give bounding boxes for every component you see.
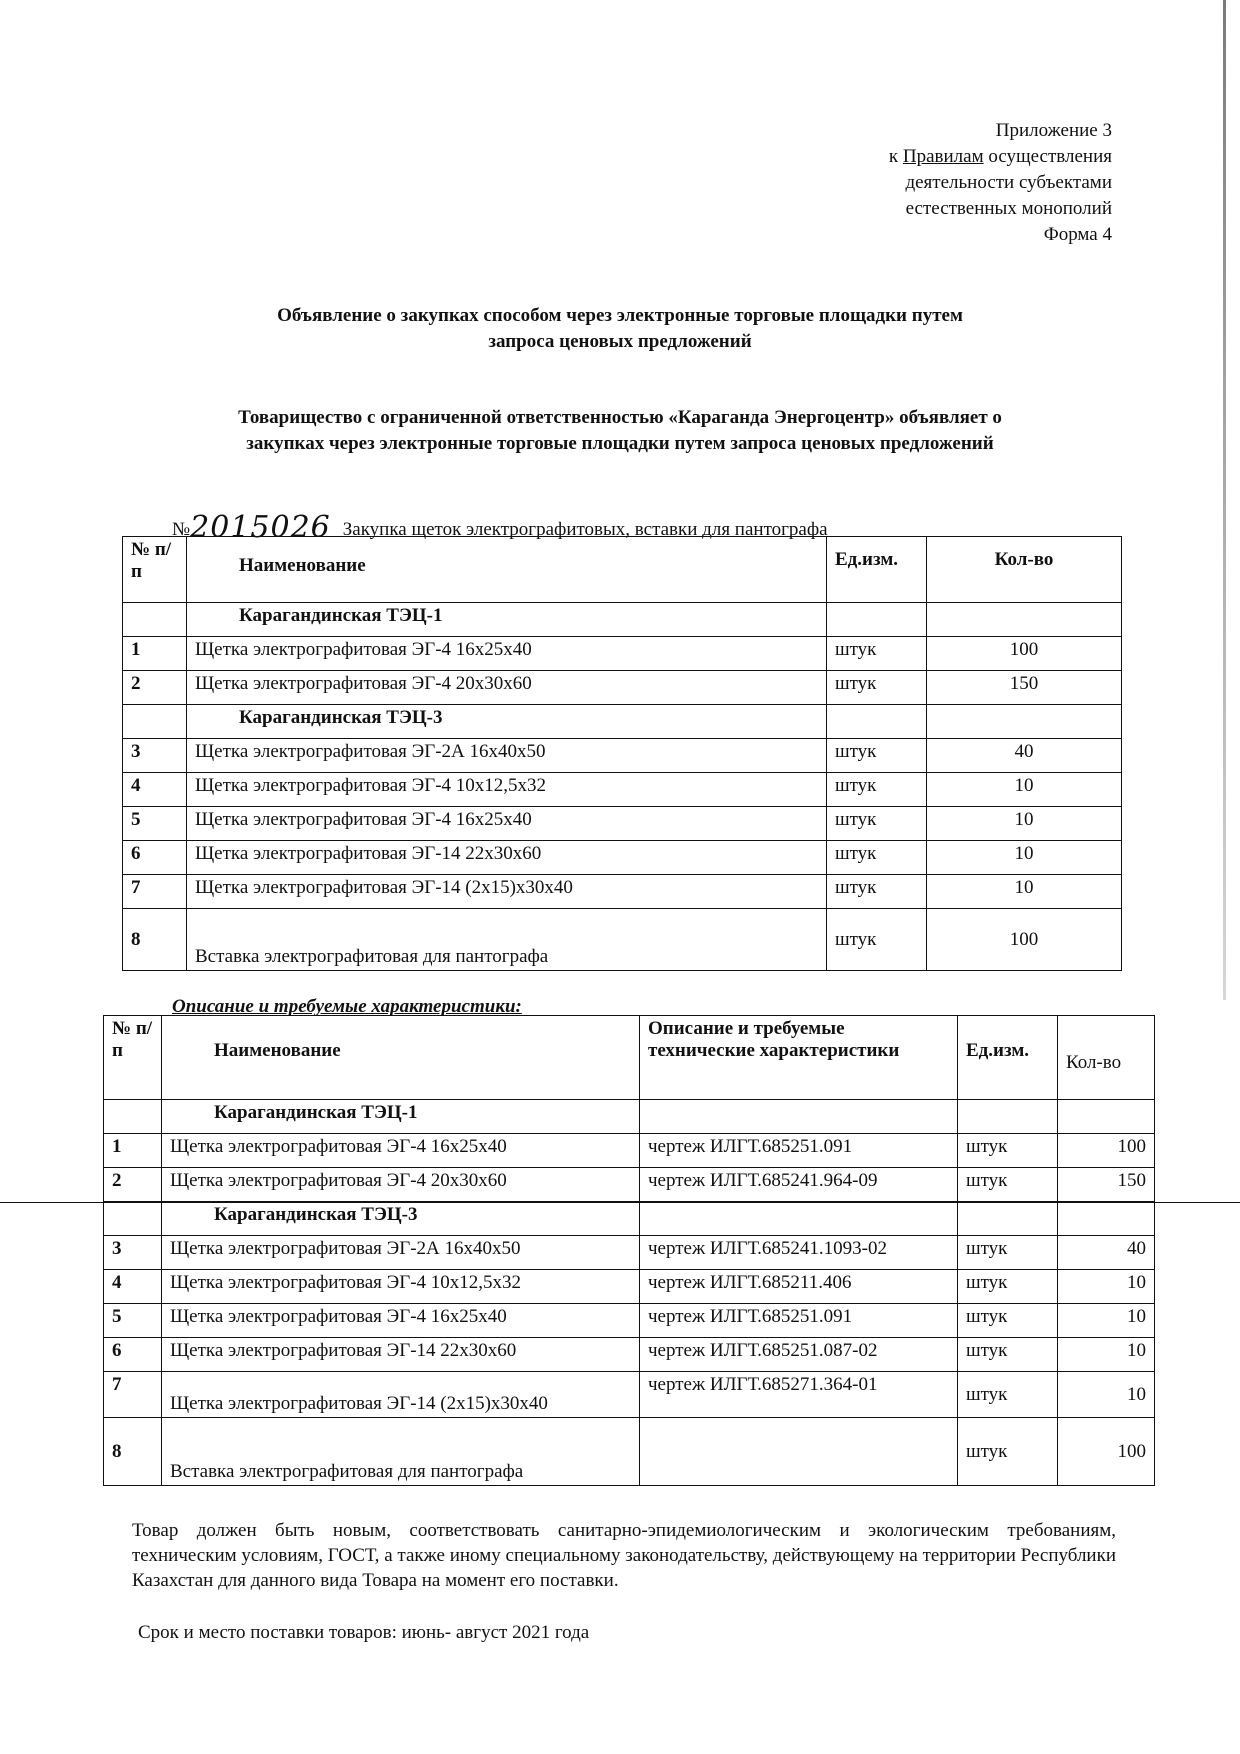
lot-prefix: № — [172, 519, 191, 540]
spec-row-no: 8 — [104, 1418, 162, 1486]
row-unit: штук — [827, 841, 927, 875]
spec-row-name: Щетка электрографитовая ЭГ-14 22х30х60 — [162, 1338, 640, 1372]
form-number: Форма 4 — [1043, 224, 1112, 245]
row-no: 4 — [123, 773, 187, 807]
group-unit-cell — [827, 603, 927, 637]
row-name: Щетка электрографитовая ЭГ-2А 16х40х50 — [187, 739, 827, 773]
spec-group-unit-cell — [958, 1100, 1058, 1134]
group-title: Карагандинская ТЭЦ-3 — [187, 705, 827, 739]
company-announcement — [0, 405, 1240, 457]
spec-group-desc-cell — [640, 1202, 958, 1236]
group-unit-cell — [827, 705, 927, 739]
group-row — [123, 705, 1122, 739]
table-row — [123, 637, 1122, 671]
announcement-title-line-2: запроса ценовых предложений — [488, 331, 752, 352]
spec-row-qty: 100 — [1058, 1418, 1155, 1486]
row-unit: штук — [827, 875, 927, 909]
appendix-suffix: осуществления — [983, 146, 1112, 167]
spec-row-qty: 40 — [1058, 1236, 1155, 1270]
spec-row-no: 2 — [104, 1168, 162, 1202]
row-qty: 40 — [927, 739, 1122, 773]
spec-row-name: Щетка электрографитовая ЭГ-4 20х30х60 — [162, 1168, 640, 1202]
row-qty: 10 — [927, 773, 1122, 807]
spec-group-qty-cell — [1058, 1100, 1155, 1134]
spec-header-name: Наименование — [162, 1016, 640, 1100]
spec-group-desc-cell — [640, 1100, 958, 1134]
spec-table-row — [104, 1236, 1155, 1270]
purchase-table — [122, 536, 1122, 971]
row-no: 5 — [123, 807, 187, 841]
spec-row-unit: штук — [958, 1270, 1058, 1304]
spec-header-no: № п/п — [104, 1016, 162, 1100]
spec-row-qty: 10 — [1058, 1338, 1155, 1372]
spec-row-desc: чертеж ИЛГТ.685211.406 — [640, 1270, 958, 1304]
spec-row-no: 6 — [104, 1338, 162, 1372]
table-row — [123, 875, 1122, 909]
scan-line — [0, 1202, 1240, 1203]
spec-row-no: 4 — [104, 1270, 162, 1304]
spec-group-no-cell — [104, 1202, 162, 1236]
spec-row-desc: чертеж ИЛГТ.685271.364-01 — [640, 1372, 958, 1418]
row-name: Вставка электрографитовая для пантографа — [187, 909, 827, 971]
scan-edge — [1223, 0, 1226, 1000]
rules-link: Правилам — [902, 146, 984, 167]
spec-row-unit: штук — [958, 1372, 1058, 1418]
spec-group-unit-cell — [958, 1202, 1058, 1236]
spec-row-name: Щетка электрографитовая ЭГ-4 16х25х40 — [162, 1304, 640, 1338]
row-unit: штук — [827, 671, 927, 705]
row-unit: штук — [827, 739, 927, 773]
spec-header-desc: Описание и требуемые технические характеристики — [640, 1016, 958, 1100]
spec-table — [103, 1015, 1155, 1486]
row-unit: штук — [827, 909, 927, 971]
spec-table-row — [104, 1418, 1155, 1486]
spec-group-row — [104, 1202, 1155, 1236]
row-name: Щетка электрографитовая ЭГ-14 (2х15)х30х40 — [187, 875, 827, 909]
spec-row-desc: чертеж ИЛГТ.685241.964-09 — [640, 1168, 958, 1202]
spec-row-name: Щетка электрографитовая ЭГ-4 16х25х40 — [162, 1134, 640, 1168]
header-no: № п/п — [123, 537, 187, 603]
announcement-title-line-1: Объявление о закупках способом через электронные торговые площадки путем — [277, 305, 963, 326]
spec-row-name: Щетка электрографитовая ЭГ-14 (2х15)х30х40 — [162, 1372, 640, 1418]
group-qty-cell — [927, 603, 1122, 637]
spec-row-desc: чертеж ИЛГТ.685251.091 — [640, 1134, 958, 1168]
spec-row-qty: 10 — [1058, 1372, 1155, 1418]
row-no: 7 — [123, 875, 187, 909]
appendix-line-2 — [889, 144, 1112, 170]
spec-row-unit: штук — [958, 1236, 1058, 1270]
group-qty-cell — [927, 705, 1122, 739]
row-unit: штук — [827, 807, 927, 841]
spec-row-name: Щетка электрографитовая ЭГ-4 10х12,5х32 — [162, 1270, 640, 1304]
spec-table-row — [104, 1304, 1155, 1338]
spec-row-unit: штук — [958, 1134, 1058, 1168]
header-qty: Кол-во — [927, 537, 1122, 603]
row-no: 1 — [123, 637, 187, 671]
spec-row-unit: штук — [958, 1338, 1058, 1372]
row-unit: штук — [827, 773, 927, 807]
spec-row-no: 1 — [104, 1134, 162, 1168]
group-title: Карагандинская ТЭЦ-1 — [187, 603, 827, 637]
spec-row-name: Щетка электрографитовая ЭГ-2А 16х40х50 — [162, 1236, 640, 1270]
table-row — [123, 773, 1122, 807]
spec-table-row — [104, 1134, 1155, 1168]
row-qty: 10 — [927, 841, 1122, 875]
table-row — [123, 909, 1122, 971]
spec-row-qty: 150 — [1058, 1168, 1155, 1202]
spec-row-desc: чертеж ИЛГТ.685251.091 — [640, 1304, 958, 1338]
row-no: 6 — [123, 841, 187, 875]
group-row — [123, 603, 1122, 637]
spec-header-qty: Кол-во — [1058, 1016, 1155, 1100]
appendix-prefix: к — [888, 146, 903, 167]
spec-row-qty: 10 — [1058, 1304, 1155, 1338]
spec-group-qty-cell — [1058, 1202, 1155, 1236]
row-name: Щетка электрографитовая ЭГ-4 10х12,5х32 — [187, 773, 827, 807]
spec-row-unit: штук — [958, 1304, 1058, 1338]
row-qty: 100 — [927, 909, 1122, 971]
group-no-cell — [123, 705, 187, 739]
spec-row-qty: 100 — [1058, 1134, 1155, 1168]
row-name: Щетка электрографитовая ЭГ-4 16х25х40 — [187, 637, 827, 671]
header-unit: Ед.изм. — [827, 537, 927, 603]
table-row — [123, 807, 1122, 841]
spec-row-desc — [640, 1418, 958, 1486]
delivery-terms: Срок и место поставки товаров: июнь- август 2021 года — [138, 1622, 590, 1643]
spec-table-row — [104, 1168, 1155, 1202]
lot-number: 2015026 — [190, 510, 331, 545]
spec-header-row — [104, 1016, 1155, 1100]
appendix-header — [889, 118, 1112, 248]
spec-group-row — [104, 1100, 1155, 1134]
row-qty: 100 — [927, 637, 1122, 671]
company-announcement-line-1: Товарищество с ограниченной ответственностью «Караганда Энергоцентр» объявляет о — [238, 407, 1002, 428]
row-name: Щетка электрографитовая ЭГ-4 20х30х60 — [187, 671, 827, 705]
spec-row-desc: чертеж ИЛГТ.685251.087-02 — [640, 1338, 958, 1372]
appendix-line-1: Приложение 3 — [995, 120, 1112, 141]
row-no: 8 — [123, 909, 187, 971]
table-row — [123, 739, 1122, 773]
spec-row-qty: 10 — [1058, 1270, 1155, 1304]
table-header-row — [123, 537, 1122, 603]
spec-row-no: 5 — [104, 1304, 162, 1338]
spec-table-row — [104, 1338, 1155, 1372]
announcement-title — [0, 303, 1240, 355]
spec-title: Описание и требуемые характеристики: — [172, 996, 522, 1017]
table-row — [123, 671, 1122, 705]
header-name: Наименование — [187, 537, 827, 603]
spec-row-no: 7 — [104, 1372, 162, 1418]
row-qty: 10 — [927, 875, 1122, 909]
spec-row-no: 3 — [104, 1236, 162, 1270]
row-qty: 150 — [927, 671, 1122, 705]
spec-table-row — [104, 1372, 1155, 1418]
lot-description: Закупка щеток электрографитовых, вставки для пантографа — [342, 519, 828, 540]
row-qty: 10 — [927, 807, 1122, 841]
spec-group-title: Карагандинская ТЭЦ-1 — [162, 1100, 640, 1134]
row-name: Щетка электрографитовая ЭГ-14 22х30х60 — [187, 841, 827, 875]
spec-group-title: Карагандинская ТЭЦ-3 — [162, 1202, 640, 1236]
spec-row-name: Вставка электрографитовая для пантографа — [162, 1418, 640, 1486]
row-no: 2 — [123, 671, 187, 705]
row-unit: штук — [827, 637, 927, 671]
row-name: Щетка электрографитовая ЭГ-4 16х25х40 — [187, 807, 827, 841]
spec-table-row — [104, 1270, 1155, 1304]
appendix-line-4: естественных монополий — [905, 198, 1112, 219]
company-announcement-line-2: закупках через электронные торговые площадки путем запроса ценовых предложений — [246, 433, 994, 454]
group-no-cell — [123, 603, 187, 637]
appendix-line-3: деятельности субъектами — [905, 172, 1112, 193]
spec-row-unit: штук — [958, 1168, 1058, 1202]
spec-group-no-cell — [104, 1100, 162, 1134]
spec-row-unit: штук — [958, 1418, 1058, 1486]
row-no: 3 — [123, 739, 187, 773]
spec-row-desc: чертеж ИЛГТ.685241.1093-02 — [640, 1236, 958, 1270]
table-row — [123, 841, 1122, 875]
spec-header-unit: Ед.изм. — [958, 1016, 1058, 1100]
product-requirements: Товар должен быть новым, соответствовать санитарно-эпидемиологическим и экологическим требованиям, техническим условиям, ГОСТ, а также иному специальному законодательству, действующему на территории Республики Казахстан для данного вида Товара на момент его поставки. — [132, 1520, 1116, 1591]
